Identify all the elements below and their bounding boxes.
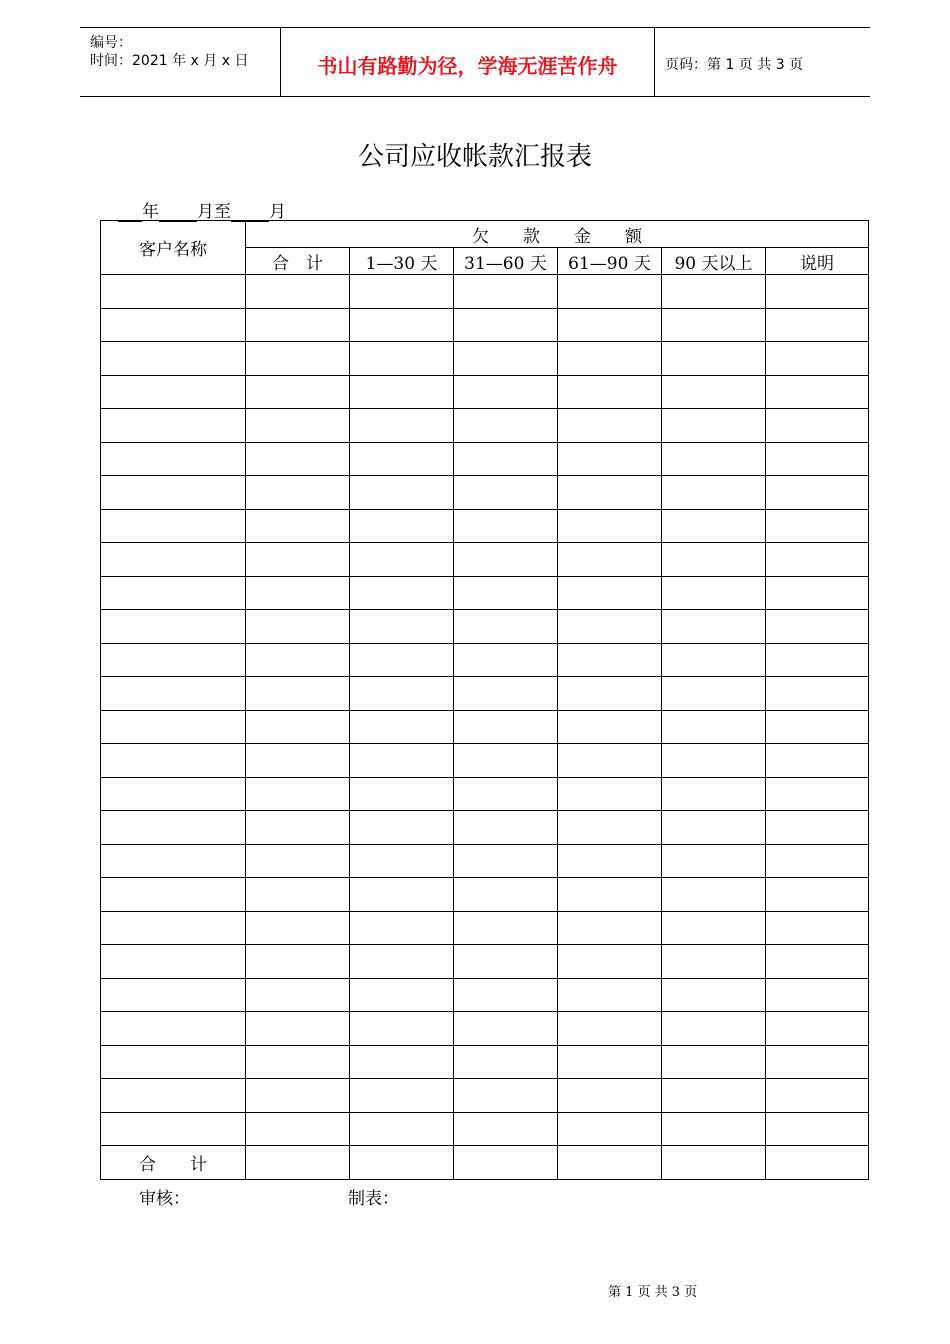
table-row (101, 710, 869, 744)
table-cell[interactable] (766, 610, 869, 644)
table-cell[interactable] (454, 375, 558, 409)
table-cell[interactable] (454, 811, 558, 845)
header-page-cell (655, 28, 870, 96)
table-row (101, 1079, 869, 1113)
table-cell[interactable] (558, 945, 662, 979)
table-cell[interactable] (558, 1012, 662, 1046)
table-cell[interactable] (350, 1045, 454, 1079)
table-cell[interactable] (101, 777, 246, 811)
table-cell[interactable] (662, 1112, 766, 1146)
table-cell[interactable] (350, 375, 454, 409)
table-cell[interactable] (662, 1012, 766, 1046)
table-cell[interactable] (662, 710, 766, 744)
table-cell[interactable] (662, 375, 766, 409)
table-row (101, 744, 869, 778)
table-cell[interactable] (101, 342, 246, 376)
total-row-label: 合 计 (101, 1146, 246, 1180)
table-row (101, 409, 869, 443)
table-cell[interactable] (101, 1012, 246, 1046)
table-cell[interactable] (662, 543, 766, 577)
from-month-label: 月至 (197, 202, 231, 222)
table-cell[interactable] (101, 811, 246, 845)
table-cell[interactable] (662, 978, 766, 1012)
table-row (101, 911, 869, 945)
table-cell[interactable] (350, 442, 454, 476)
table-row (101, 1012, 869, 1046)
table-cell[interactable] (766, 442, 869, 476)
footer-page-info: 第 1 页 共 3 页 (608, 1285, 698, 1300)
table-row (101, 543, 869, 577)
page-title: 公司应收帐款汇报表 (357, 142, 592, 172)
table-cell[interactable] (350, 409, 454, 443)
table-cell[interactable] (662, 308, 766, 342)
table-cell[interactable] (558, 476, 662, 510)
table-cell[interactable] (246, 275, 350, 309)
table-cell[interactable] (101, 476, 246, 510)
table-cell[interactable] (454, 643, 558, 677)
table-row (101, 1112, 869, 1146)
table-cell[interactable] (766, 911, 869, 945)
table-cell[interactable] (766, 978, 869, 1012)
to-month-label: 月 (269, 202, 286, 222)
table-cell[interactable] (454, 677, 558, 711)
table-cell[interactable] (662, 576, 766, 610)
document-time-label: 时间：2021 年 x 月 x 日 (90, 53, 249, 69)
table-cell[interactable] (662, 409, 766, 443)
table-cell[interactable] (766, 1012, 869, 1046)
table-cell[interactable] (101, 275, 246, 309)
table-cell[interactable] (246, 911, 350, 945)
table-cell[interactable] (350, 911, 454, 945)
table-cell[interactable] (101, 945, 246, 979)
table-cell[interactable] (246, 409, 350, 443)
column-61-90-header: 61—90 天 (558, 248, 662, 275)
table-cell[interactable] (350, 342, 454, 376)
customer-name-header: 客户名称 (101, 221, 246, 275)
table-cell[interactable] (246, 811, 350, 845)
table-cell[interactable] (766, 811, 869, 845)
total-row (101, 1146, 869, 1180)
table-cell[interactable] (246, 610, 350, 644)
table-cell[interactable] (246, 643, 350, 677)
table-cell[interactable] (662, 777, 766, 811)
table-cell[interactable] (662, 878, 766, 912)
table-cell[interactable] (101, 844, 246, 878)
table-cell[interactable] (766, 576, 869, 610)
table-cell[interactable] (101, 576, 246, 610)
receivables-table (100, 220, 869, 1180)
table-cell[interactable] (766, 308, 869, 342)
column-1-30-header: 1—30 天 (350, 248, 454, 275)
table-cell[interactable] (350, 1112, 454, 1146)
table-cell[interactable] (350, 844, 454, 878)
table-cell[interactable] (558, 643, 662, 677)
table-cell[interactable] (662, 1045, 766, 1079)
table-cell[interactable] (766, 710, 869, 744)
table-cell[interactable] (101, 308, 246, 342)
table-cell[interactable] (454, 509, 558, 543)
table-cell[interactable] (101, 878, 246, 912)
table-row (101, 442, 869, 476)
table-cell[interactable] (766, 844, 869, 878)
table-cell[interactable] (246, 543, 350, 577)
table-cell[interactable] (350, 476, 454, 510)
table-cell[interactable] (454, 610, 558, 644)
table-row (101, 342, 869, 376)
table-row (101, 509, 869, 543)
table-cell[interactable] (766, 777, 869, 811)
table-cell[interactable] (558, 911, 662, 945)
table-cell[interactable] (454, 911, 558, 945)
table-cell[interactable] (558, 275, 662, 309)
table-cell[interactable] (101, 1112, 246, 1146)
column-notes-header: 说明 (766, 248, 869, 275)
table-row (101, 811, 869, 845)
table-cell[interactable] (766, 409, 869, 443)
table-cell[interactable] (246, 1045, 350, 1079)
table-cell[interactable] (350, 945, 454, 979)
table-cell[interactable] (246, 777, 350, 811)
table-cell[interactable] (766, 476, 869, 510)
table-cell[interactable] (454, 945, 558, 979)
table-cell[interactable] (246, 1012, 350, 1046)
table-cell[interactable] (558, 1079, 662, 1113)
table-cell[interactable] (558, 375, 662, 409)
table-cell[interactable] (558, 844, 662, 878)
table-cell[interactable] (101, 442, 246, 476)
table-cell[interactable] (558, 610, 662, 644)
table-cell[interactable] (101, 978, 246, 1012)
table-cell[interactable] (662, 844, 766, 878)
table-row (101, 945, 869, 979)
table-cell[interactable] (558, 744, 662, 778)
table-cell[interactable] (766, 1079, 869, 1113)
table-cell[interactable] (454, 710, 558, 744)
header-row-1 (101, 221, 869, 248)
total-cell[interactable] (766, 1146, 869, 1180)
total-cell[interactable] (558, 1146, 662, 1180)
table-cell[interactable] (101, 643, 246, 677)
table-cell[interactable] (662, 811, 766, 845)
table-row (101, 844, 869, 878)
table-cell[interactable] (558, 442, 662, 476)
table-cell[interactable] (350, 1079, 454, 1113)
total-cell[interactable] (662, 1146, 766, 1180)
table-cell[interactable] (246, 744, 350, 778)
table-cell[interactable] (101, 543, 246, 577)
table-cell[interactable] (662, 1079, 766, 1113)
table-cell[interactable] (662, 275, 766, 309)
table-cell[interactable] (350, 744, 454, 778)
table-cell[interactable] (246, 844, 350, 878)
table-cell[interactable] (454, 744, 558, 778)
table-cell[interactable] (558, 677, 662, 711)
table-cell[interactable] (246, 978, 350, 1012)
table-cell[interactable] (662, 610, 766, 644)
table-cell[interactable] (766, 744, 869, 778)
table-cell[interactable] (246, 509, 350, 543)
table-cell[interactable] (101, 375, 246, 409)
table-cell[interactable] (350, 978, 454, 1012)
table-cell[interactable] (101, 409, 246, 443)
table-row (101, 777, 869, 811)
table-cell[interactable] (350, 308, 454, 342)
table-cell[interactable] (766, 643, 869, 677)
document-header (80, 27, 870, 97)
table-row (101, 275, 869, 309)
table-cell[interactable] (558, 1045, 662, 1079)
table-cell[interactable] (246, 442, 350, 476)
table-cell[interactable] (246, 677, 350, 711)
table-cell[interactable] (246, 342, 350, 376)
table-cell[interactable] (101, 610, 246, 644)
table-cell[interactable] (454, 1079, 558, 1113)
table-row (101, 476, 869, 510)
table-cell[interactable] (246, 375, 350, 409)
table-cell[interactable] (246, 945, 350, 979)
total-cell[interactable] (246, 1146, 350, 1180)
table-row (101, 677, 869, 711)
table-cell[interactable] (454, 543, 558, 577)
review-signature-label: 审核： (139, 1189, 190, 1209)
table-cell[interactable] (350, 576, 454, 610)
table-cell[interactable] (350, 275, 454, 309)
table-cell[interactable] (454, 878, 558, 912)
table-row (101, 643, 869, 677)
table-cell[interactable] (662, 476, 766, 510)
table-cell[interactable] (558, 509, 662, 543)
header-info-cell (80, 28, 281, 96)
debt-amount-header: 欠 款 金 额 (246, 221, 869, 248)
table-row (101, 375, 869, 409)
table-cell[interactable] (558, 978, 662, 1012)
table-cell[interactable] (558, 777, 662, 811)
document-number-label: 编号： (90, 35, 132, 51)
header-motto-cell (281, 28, 655, 96)
table-cell[interactable] (454, 844, 558, 878)
table-cell[interactable] (246, 878, 350, 912)
table-row (101, 1045, 869, 1079)
table-cell[interactable] (766, 275, 869, 309)
table-cell[interactable] (558, 576, 662, 610)
table-cell[interactable] (558, 409, 662, 443)
table-cell[interactable] (101, 509, 246, 543)
table-cell[interactable] (350, 710, 454, 744)
table-cell[interactable] (246, 308, 350, 342)
table-cell[interactable] (766, 945, 869, 979)
table-cell[interactable] (454, 476, 558, 510)
total-cell[interactable] (454, 1146, 558, 1180)
table-cell[interactable] (766, 509, 869, 543)
table-cell[interactable] (454, 1045, 558, 1079)
table-cell[interactable] (662, 677, 766, 711)
table-cell[interactable] (558, 543, 662, 577)
table-cell[interactable] (662, 509, 766, 543)
table-cell[interactable] (454, 442, 558, 476)
table-cell[interactable] (454, 1012, 558, 1046)
table-cell[interactable] (558, 710, 662, 744)
table-cell[interactable] (246, 710, 350, 744)
column-over-90-header: 90 天以上 (662, 248, 766, 275)
table-cell[interactable] (662, 342, 766, 376)
table-cell[interactable] (246, 1079, 350, 1113)
table-cell[interactable] (662, 744, 766, 778)
table-cell[interactable] (454, 576, 558, 610)
table-cell[interactable] (662, 911, 766, 945)
table-row (101, 610, 869, 644)
table-cell[interactable] (454, 409, 558, 443)
table-cell[interactable] (350, 1012, 454, 1046)
table-cell[interactable] (558, 1112, 662, 1146)
table-cell[interactable] (454, 1112, 558, 1146)
table-cell[interactable] (766, 543, 869, 577)
table-cell[interactable] (766, 375, 869, 409)
table-cell[interactable] (454, 777, 558, 811)
table-cell[interactable] (101, 1045, 246, 1079)
table-cell[interactable] (454, 308, 558, 342)
table-cell[interactable] (350, 610, 454, 644)
table-cell[interactable] (662, 643, 766, 677)
table-cell[interactable] (766, 1045, 869, 1079)
motto-text: 书山有路勤为径，学海无涯苦作舟 (317, 54, 618, 78)
table-cell[interactable] (350, 509, 454, 543)
table-cell[interactable] (766, 342, 869, 376)
table-cell[interactable] (454, 342, 558, 376)
table-cell[interactable] (662, 442, 766, 476)
table-cell[interactable] (101, 744, 246, 778)
table-cell[interactable] (350, 811, 454, 845)
table-cell[interactable] (454, 978, 558, 1012)
table-row (101, 978, 869, 1012)
table-cell[interactable] (350, 777, 454, 811)
prepared-by-signature-label: 制表： (348, 1189, 399, 1209)
table-cell[interactable] (454, 275, 558, 309)
table-cell[interactable] (558, 811, 662, 845)
year-suffix: 年 (142, 202, 159, 222)
table-cell[interactable] (246, 1112, 350, 1146)
table-cell[interactable] (350, 878, 454, 912)
table-cell[interactable] (558, 308, 662, 342)
table-cell[interactable] (350, 643, 454, 677)
table-row (101, 576, 869, 610)
page-number-label: 页码：第 1 页 共 3 页 (665, 57, 804, 73)
table-cell[interactable] (558, 878, 662, 912)
table-cell[interactable] (766, 1112, 869, 1146)
table-cell[interactable] (350, 677, 454, 711)
table-cell[interactable] (101, 677, 246, 711)
table-cell[interactable] (662, 945, 766, 979)
total-cell[interactable] (350, 1146, 454, 1180)
table-cell[interactable] (101, 911, 246, 945)
table-cell[interactable] (246, 476, 350, 510)
report-period (118, 197, 286, 222)
table-cell[interactable] (350, 543, 454, 577)
table-cell[interactable] (766, 677, 869, 711)
table-cell[interactable] (101, 710, 246, 744)
column-31-60-header: 31—60 天 (454, 248, 558, 275)
column-total-header: 合 计 (246, 248, 350, 275)
table-cell[interactable] (766, 878, 869, 912)
table-body (101, 275, 869, 1146)
table-cell[interactable] (558, 342, 662, 376)
table-row (101, 308, 869, 342)
table-row (101, 878, 869, 912)
table-cell[interactable] (246, 576, 350, 610)
table-cell[interactable] (101, 1079, 246, 1113)
